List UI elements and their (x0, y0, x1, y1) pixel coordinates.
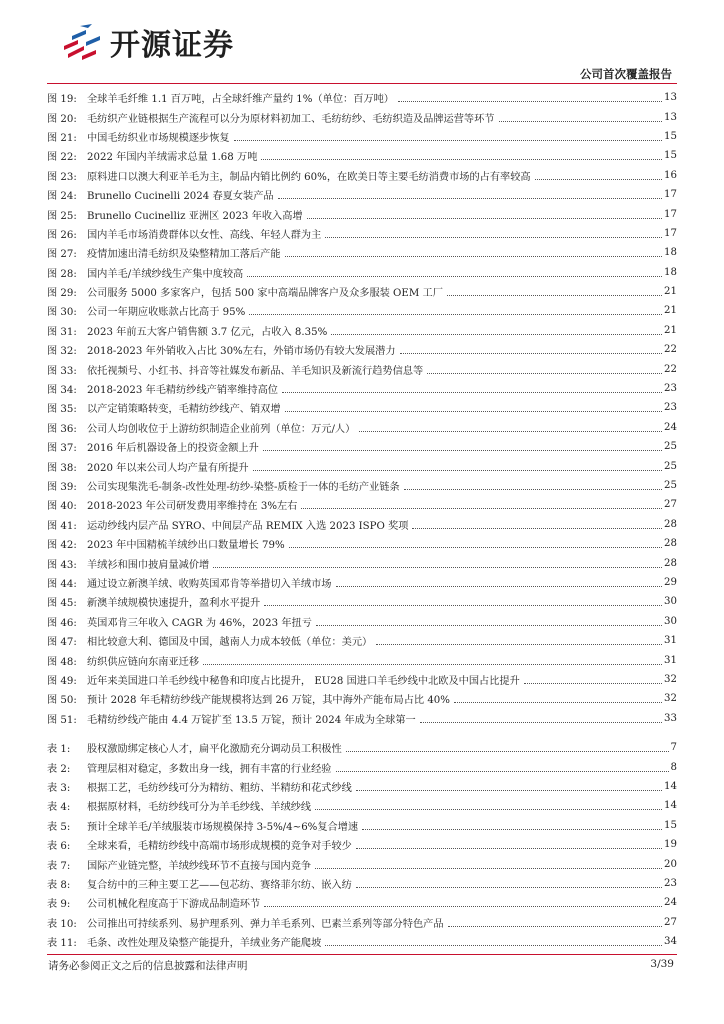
figure-entry-label: 图 23: (47, 171, 77, 183)
figure-entry-label: 图 47: (47, 637, 77, 649)
table-entry-page: 24 (664, 897, 677, 909)
figure-entry[interactable] (47, 631, 677, 650)
figure-entry-title: 公司实现集洗毛-制条-改性处理-纺纱-染整-质检于一体的毛纺产业链条 (87, 482, 400, 493)
figure-entry[interactable] (47, 340, 677, 359)
brand-name: 开源证券 (110, 28, 234, 63)
figure-entry-label: 图 28: (47, 268, 77, 280)
table-entry-title: 毛条、改性处理及染整产能提升，羊绒业务产能爬坡 (87, 938, 322, 950)
table-entry-page: 7 (670, 742, 677, 754)
figure-entry-leader (524, 683, 662, 684)
figure-entry[interactable] (47, 592, 677, 611)
figure-entry-page: 18 (664, 247, 677, 259)
figure-entry-leader (263, 450, 662, 451)
table-entry[interactable] (47, 835, 677, 854)
figure-entry-label: 图 40: (47, 501, 77, 513)
figure-entry-page: 15 (664, 150, 677, 162)
figure-entry-title: Brunello Cucinelli 2024 春夏女装产品 (87, 191, 274, 203)
figure-entry-leader (253, 470, 662, 471)
figure-entry-title: 毛精纺纱线产能由 4.4 万锭扩至 13.5 万锭，预计 2024 年成为全球第一 (87, 714, 416, 726)
figure-entry-label: 图 45: (47, 598, 77, 610)
figure-entry-page: 28 (664, 518, 677, 530)
figure-entry-title: 新澳羊绒规模快速提升，盈利水平提升 (87, 598, 261, 610)
table-entry-page: 15 (664, 819, 677, 831)
figure-entry[interactable] (47, 204, 677, 223)
table-entry-label: 表 8: (47, 879, 71, 891)
table-entry[interactable] (47, 796, 677, 815)
figure-entry-label: 图 27: (47, 249, 77, 261)
figure-entry-leader (359, 431, 662, 432)
figure-entry-title: 2016 年后机器设备上的投资金额上升 (87, 443, 259, 455)
table-index-list (47, 738, 677, 951)
figure-entry[interactable] (47, 185, 677, 204)
figure-entry[interactable] (47, 573, 677, 592)
figure-entry-leader (316, 625, 662, 626)
figure-entry-title: 以产定销策略转变，毛精纺纱线产、销双增 (87, 404, 281, 416)
figure-entry-label: 图 21: (47, 132, 77, 144)
figure-entry-label: 图 50: (47, 695, 77, 707)
figure-entry-page: 17 (664, 189, 677, 201)
table-entry-page: 34 (664, 936, 677, 948)
table-entry-title: 根据工艺，毛纺纱线可分为精纺、粗纺、半精纺和花式纱线 (87, 782, 352, 794)
figure-entry[interactable] (47, 534, 677, 553)
figure-entry-title: 运动纱线内层产品 SYRO、中间层产品 REMIX 入选 2023 ISPO 奖项 (87, 520, 409, 532)
table-entry-page: 14 (664, 800, 677, 812)
figure-entry-page: 31 (664, 635, 677, 647)
figure-entry-label: 图 19: (47, 94, 77, 106)
figure-entry-leader (285, 256, 662, 257)
figure-entry-page: 23 (664, 402, 677, 414)
figure-entry-page: 23 (664, 383, 677, 395)
figure-entry-title: 依托视频号、小红书、抖音等社媒发布新品、羊毛知识及新流行趋势信息等 (87, 365, 424, 377)
figure-entry[interactable] (47, 418, 677, 437)
figure-entry-page: 30 (664, 615, 677, 627)
table-entry-label: 表 10: (47, 918, 77, 930)
kaiyuan-logo-icon (62, 24, 102, 60)
figure-entry-title: 2023 年中国精梳羊绒纱出口数量增长 79% (87, 540, 285, 552)
figure-entry-leader (285, 411, 662, 412)
table-entry-label: 表 9: (47, 899, 71, 911)
table-entry-page: 23 (664, 877, 677, 889)
figure-entry-leader (213, 567, 662, 568)
figure-entry-page: 16 (664, 169, 677, 181)
figure-entry-leader (427, 373, 662, 374)
figure-entry-title: 毛纺织产业链根据生产流程可以分为原材料初加工、毛纺纺纱、毛纺织造及品牌运营等环节 (87, 113, 495, 125)
figure-entry-label: 图 39: (47, 482, 77, 493)
figure-entry-label: 图 33: (47, 365, 77, 377)
figure-entry-page: 31 (664, 654, 677, 666)
figure-entry-label: 图 34: (47, 385, 77, 397)
figure-index-list (47, 88, 677, 728)
figure-entry-leader (535, 179, 662, 180)
figure-entry-title: Brunello Cucinelliz 亚洲区 2023 年收入高增 (87, 210, 303, 222)
table-entry-label: 表 11: (47, 938, 77, 950)
figure-entry-page: 27 (664, 499, 677, 511)
table-entry-label: 表 1: (47, 744, 71, 756)
figure-entry-title: 相比较意大利、德国及中国，越南人力成本较低（单位：美元） (87, 637, 373, 649)
figure-entry[interactable] (47, 553, 677, 572)
figure-entry-leader (400, 353, 662, 354)
table-entry-page: 20 (664, 858, 677, 870)
table-entry-leader (356, 790, 662, 791)
figure-entry-page: 29 (664, 576, 677, 588)
figure-entry-label: 图 36: (47, 423, 77, 435)
figure-entry-page: 25 (664, 441, 677, 453)
figure-entry-title: 全球羊毛纤维 1.1 百万吨，占全球纤维产量约 1%（单位：百万吨） (87, 94, 394, 106)
figure-entry-title: 疫情加速出清毛纺织及染整精加工落后产能 (87, 249, 281, 261)
figure-entry-title: 国内羊毛/羊绒纱线生产集中度较高 (87, 268, 244, 280)
figure-entry-leader (404, 489, 662, 490)
figure-entry-title: 羊绒衫和围巾披肩量减价增 (87, 559, 210, 571)
table-entry[interactable] (47, 816, 677, 835)
figure-entry-label: 图 38: (47, 462, 77, 474)
table-entry-title: 根据原材料，毛纺纱线可分为羊毛纱线、羊绒纱线 (87, 802, 312, 814)
table-entry-page: 14 (664, 780, 677, 792)
figure-entry-leader (398, 101, 662, 102)
figure-entry-page: 22 (664, 363, 677, 375)
figure-entry-leader (249, 314, 662, 315)
figure-entry-page: 32 (664, 673, 677, 685)
figure-entry[interactable] (47, 456, 677, 475)
figure-entry-title: 原料进口以澳大利亚羊毛为主，制品内销比例约 60%，在欧美日等主要毛纺消费市场的占有率较高 (87, 171, 531, 183)
figure-entry-label: 图 29: (47, 288, 77, 300)
figure-entry-label: 图 35: (47, 404, 77, 416)
table-entry-title: 国际产业链完整，羊绒纱线环节不直接与国内竞争 (87, 860, 312, 872)
figure-entry-leader (447, 295, 662, 296)
figure-entry-label: 图 26: (47, 229, 77, 241)
table-entry[interactable] (47, 757, 677, 776)
figure-entry[interactable] (47, 650, 677, 669)
figure-entry-title: 2018-2023 年外销收入占比 30%左右，外销市场仍有较大发展潜力 (87, 346, 396, 358)
figure-entry-title: 英国邓肯三年收入 CAGR 为 46%，2023 年扭亏 (87, 617, 312, 629)
figure-entry[interactable] (47, 495, 677, 514)
figure-entry[interactable] (47, 282, 677, 301)
report-type-label: 公司首次覆盖报告 (580, 67, 672, 81)
figure-entry-title: 公司一年期应收账款占比高于 95% (87, 307, 246, 319)
table-entry-title: 全球来看，毛精纺纱线中高端市场形成规模的竞争对手较少 (87, 841, 352, 853)
table-entry[interactable] (47, 738, 677, 757)
table-entry-label: 表 5: (47, 821, 71, 833)
figure-entry-title: 通过设立新澳羊绒、收购英国邓肯等举措切入羊绒市场 (87, 578, 332, 590)
figure-entry[interactable] (47, 612, 677, 631)
figure-entry-title: 2018-2023 年公司研发费用率维持在 3%左右 (87, 501, 298, 513)
table-entry-title: 股权激励绑定核心人才，扁平化激励充分调动员工积极性 (87, 744, 342, 756)
figure-entry[interactable] (47, 321, 677, 340)
figure-entry[interactable] (47, 107, 677, 126)
table-entry[interactable] (47, 913, 677, 932)
table-entry[interactable] (47, 893, 677, 912)
figure-entry[interactable] (47, 398, 677, 417)
figure-entry-label: 图 25: (47, 210, 77, 222)
table-entry-title: 管理层相对稳定，多数出身一线，拥有丰富的行业经验 (87, 763, 332, 775)
figure-entry-title: 预计 2028 年毛精纺纱线产能规模将达到 26 万锭，其中海外产能布局占比 40% (87, 695, 450, 707)
table-entry-leader (346, 751, 669, 752)
figure-entry-page: 24 (664, 421, 677, 433)
figure-entry-title: 近年来美国进口羊毛纱线中秘鲁和印度占比提升， EU28 国进口羊毛纱线中北欧及中国占比提升 (87, 675, 520, 687)
table-entry-label: 表 3: (47, 782, 71, 794)
figure-entry[interactable] (47, 243, 677, 262)
table-entry-leader (315, 868, 662, 869)
figure-entry[interactable] (47, 301, 677, 320)
table-entry[interactable] (47, 932, 677, 951)
figure-entry-page: 25 (664, 460, 677, 472)
figure-entry-page: 13 (664, 92, 677, 104)
figure-entry[interactable] (47, 515, 677, 534)
figure-entry-leader (278, 198, 662, 199)
figure-entry[interactable] (47, 166, 677, 185)
footer-divider (47, 954, 677, 955)
figure-entry-page: 17 (664, 208, 677, 220)
figure-entry-title: 公司服务 5000 多家客户，包括 500 家中高端品牌客户及众多服装 OEM 工厂 (87, 288, 443, 300)
table-entry-title: 公司推出可持续系列、易护理系列、弹力羊毛系列、巴素兰系列等部分特色产品 (87, 918, 444, 930)
figure-entry-page: 21 (664, 305, 677, 317)
figure-entry-page: 21 (664, 324, 677, 336)
figure-entry-title: 2018-2023 年毛精纺纱线产销率维持高位 (87, 385, 278, 397)
table-entry-title: 公司机械化程度高于下游成品制造环节 (87, 899, 261, 911)
figure-entry-leader (325, 237, 662, 238)
figure-entry-leader (307, 218, 662, 219)
figure-entry-leader (376, 644, 662, 645)
figure-entry-leader (282, 392, 662, 393)
figure-entry-leader (331, 334, 662, 335)
table-entry-leader (336, 771, 669, 772)
figure-entry-leader (289, 547, 662, 548)
table-entry[interactable] (47, 777, 677, 796)
figure-entry-page: 32 (664, 693, 677, 705)
figure-entry-title: 2020 年以来公司人均产量有所提升 (87, 462, 249, 474)
figure-entry[interactable] (47, 263, 677, 282)
table-entry-label: 表 6: (47, 841, 71, 853)
table-entry-leader (356, 848, 662, 849)
figure-entry-leader (234, 140, 662, 141)
table-entry-page: 8 (670, 761, 677, 773)
table-entry-leader (315, 809, 662, 810)
figure-entry[interactable] (47, 224, 677, 243)
figure-entry-label: 图 46: (47, 617, 77, 629)
figure-entry[interactable] (47, 379, 677, 398)
figure-entry-page: 30 (664, 596, 677, 608)
figure-entry-label: 图 22: (47, 152, 77, 164)
table-entry-page: 27 (664, 916, 677, 928)
figure-entry-page: 21 (664, 286, 677, 298)
figure-entry[interactable] (47, 709, 677, 728)
table-entry-leader (448, 926, 662, 927)
table-entry[interactable] (47, 854, 677, 873)
table-entry-leader (325, 945, 662, 946)
figure-entry-leader (454, 702, 662, 703)
table-entry[interactable] (47, 874, 677, 893)
figure-entry-title: 国内羊毛市场消费群体以女性、高线、年轻人群为主 (87, 229, 322, 241)
figure-entry-leader (301, 508, 662, 509)
figure-entry-label: 图 42: (47, 540, 77, 552)
figure-entry-title: 纺织供应链向东南亚迁移 (87, 656, 200, 668)
table-entry-label: 表 4: (47, 802, 71, 814)
figure-entry[interactable] (47, 670, 677, 689)
figure-entry-page: 13 (664, 111, 677, 123)
header-divider (47, 83, 677, 84)
table-entry-leader (362, 829, 662, 830)
figure-entry-title: 中国毛纺织业市场规模逐步恢复 (87, 132, 230, 144)
figure-entry-label: 图 20: (47, 113, 77, 125)
figure-entry-label: 图 31: (47, 326, 77, 338)
figure-entry[interactable] (47, 437, 677, 456)
page-number: 3/39 (650, 958, 674, 970)
figure-entry-label: 图 37: (47, 443, 77, 455)
figure-entry-leader (499, 121, 663, 122)
figure-entry[interactable] (47, 127, 677, 146)
figure-entry-leader (203, 664, 662, 665)
figure-entry-page: 28 (664, 538, 677, 550)
figure-entry[interactable] (47, 359, 677, 378)
figure-entry[interactable] (47, 689, 677, 708)
table-entry-title: 复合纺中的三种主要工艺——包芯纺、赛络菲尔纺、嵌入纺 (87, 879, 352, 891)
figure-entry[interactable] (47, 146, 677, 165)
figure-entry-title: 2022 年国内羊绒需求总量 1.68 万吨 (87, 152, 258, 164)
figure-entry-label: 图 41: (47, 520, 77, 532)
figure-entry-label: 图 48: (47, 656, 77, 668)
figure-entry-page: 17 (664, 227, 677, 239)
figure-entry-page: 28 (664, 557, 677, 569)
table-entry-leader (264, 906, 662, 907)
figure-entry-leader (264, 605, 662, 606)
figure-entry-page: 25 (664, 480, 677, 491)
footer-disclaimer: 请务必参阅正文之后的信息披露和法律声明 (48, 960, 248, 972)
figure-entry-label: 图 24: (47, 191, 77, 203)
figure-entry-page: 18 (664, 266, 677, 278)
figure-entry-page: 33 (664, 712, 677, 724)
figure-entry-leader (336, 586, 663, 587)
table-entry-label: 表 7: (47, 860, 71, 872)
figure-entry-page: 22 (664, 344, 677, 356)
figure-entry-title: 公司人均创收位于上游纺织制造企业前列（单位：万元/人） (87, 423, 356, 435)
figure-entry[interactable] (47, 476, 677, 495)
figure-entry-label: 图 44: (47, 578, 77, 590)
table-entry-leader (356, 887, 662, 888)
figure-entry-leader (247, 276, 662, 277)
figure-entry-label: 图 51: (47, 714, 77, 726)
figure-entry-label: 图 32: (47, 346, 77, 358)
figure-entry-label: 图 49: (47, 675, 77, 687)
table-entry-title: 预计全球羊毛/羊绒服装市场规模保持 3-5%/4~6%复合增速 (87, 821, 359, 833)
table-entry-page: 19 (664, 839, 677, 851)
figure-entry[interactable] (47, 88, 677, 107)
figure-entry-label: 图 30: (47, 307, 77, 319)
table-entry-label: 表 2: (47, 763, 71, 775)
figure-entry-leader (420, 722, 662, 723)
figure-entry-title: 2023 年前五大客户销售额 3.7 亿元，占收入 8.35% (87, 326, 328, 338)
page-header (0, 0, 724, 86)
figure-entry-leader (412, 528, 662, 529)
figure-entry-label: 图 43: (47, 559, 77, 571)
figure-entry-page: 15 (664, 130, 677, 142)
brand-logo (62, 20, 234, 64)
figure-entry-leader (261, 159, 662, 160)
